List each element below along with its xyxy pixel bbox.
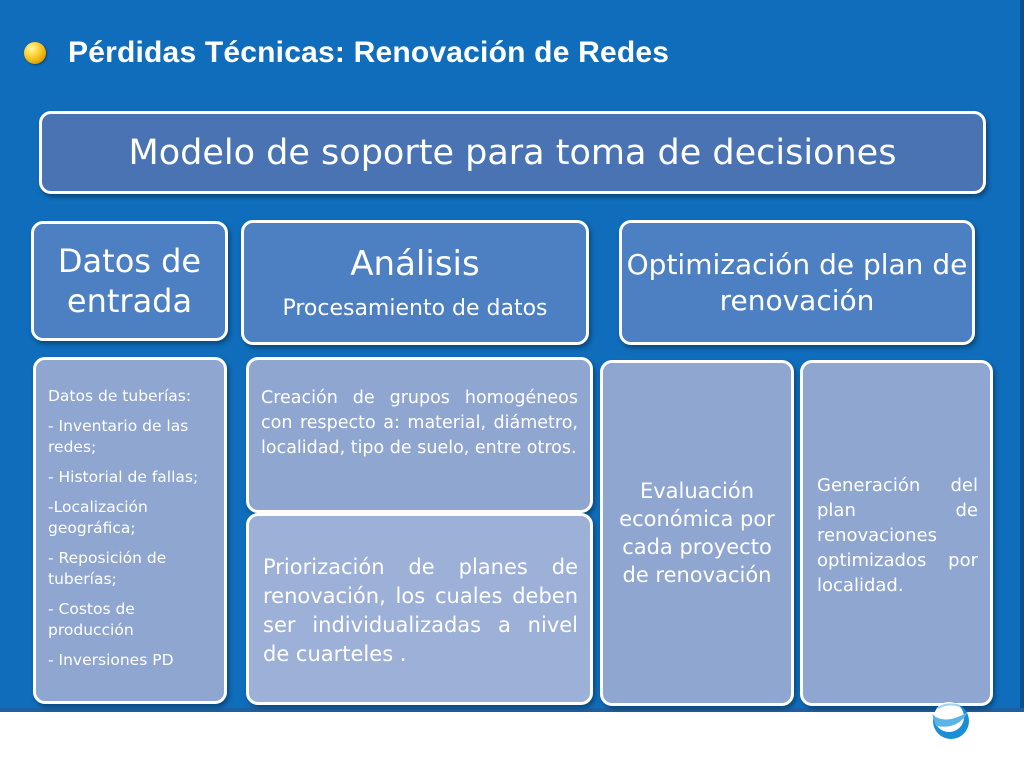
priorizacion-text: Priorización de planes de renovación, los cuales deben ser individualizadas a nivel de cuarteles . [263,555,578,666]
slide-footer-line [0,708,1024,712]
model-header-text: Modelo de soporte para toma de decisiones [128,132,897,173]
list-item: - Inventario de las redes; [48,417,189,456]
analisis-title: Análisis [350,244,480,284]
list-item: Datos de tuberías: [48,387,192,405]
priorizacion-box [246,513,593,705]
creacion-grupos-text: Creación de grupos homogéneos con respecto a: material, diámetro, localidad, tipo de suelo, entre otros. [261,388,578,458]
creacion-grupos-box [246,357,593,513]
optimizacion-box [619,220,975,345]
analisis-box [241,220,589,345]
list-item: - Historial de fallas; [48,468,199,486]
evaluacion-box [600,360,794,706]
list-item: -Localización geográfica; [48,498,148,537]
datos-entrada-title: Datos de entrada [57,242,202,320]
slide-edge-strip [1020,0,1024,710]
generacion-box [800,360,993,706]
list-item: - Inversiones PD [48,651,174,669]
datos-entrada-box [31,221,228,341]
bullet-orb-icon [24,42,46,64]
datos-list-box [33,357,227,704]
list-item: - Costos de producción [48,600,135,639]
optimizacion-title: Optimización de plan de renovación [626,247,968,317]
company-logo-icon [924,696,974,742]
analisis-subtitle: Procesamiento de datos [282,296,548,321]
list-item: - Reposición de tuberías; [48,549,167,588]
generacion-text: Generación del plan de renovaciones optimizados por localidad. [817,475,978,596]
slide-title: Pérdidas Técnicas: Renovación de Redes [68,36,670,69]
evaluacion-text: Evaluación económica por cada proyecto de renovación [619,479,775,587]
model-header-box [39,111,986,194]
